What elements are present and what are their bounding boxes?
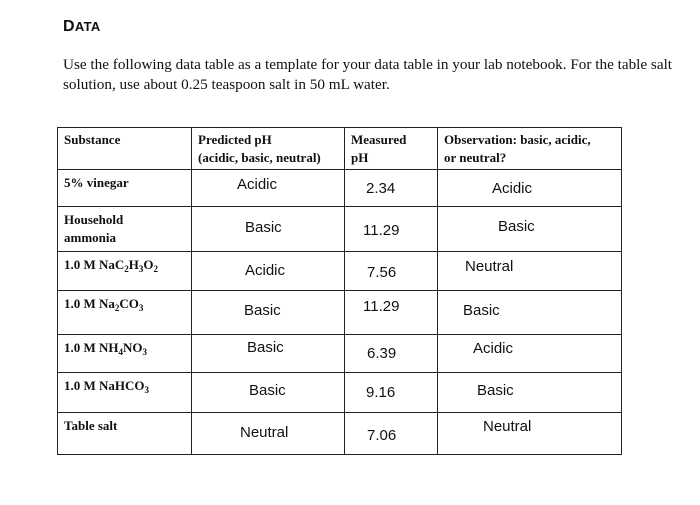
substance-cell: Household ammonia [58,207,192,252]
table-row [58,252,622,291]
table-row [58,291,622,335]
measured-cell: 7.06 [345,413,438,455]
table-row [58,170,622,207]
header-measured-ph: Measured pH [345,128,438,170]
instructions-paragraph: Use the following data table as a template for your data table in your lab notebook. For the table salt solution, use about 0.25 teaspoon salt in 50 mL water. [63,56,673,93]
substance-cell: 5% vinegar [58,170,192,207]
header-observation: Observation: basic, acidic, or neutral? [438,128,622,170]
substance-cell: 1.0 M $NH_4NO_3$ [58,335,192,373]
measured-cell: 6.39 [345,335,438,373]
substance-cell: 1.0 M $NaC_2H_3O_2$ [58,252,192,291]
predicted-cell: Acidic [192,170,345,207]
predicted-cell: Neutral [192,413,345,455]
section-heading: DATA [63,18,101,35]
observation-cell: Neutral [438,413,622,455]
table-row [58,373,622,413]
substance-cell: 1.0 M NaHCO$_3$ [58,373,192,413]
header-substance: Substance [58,128,192,170]
data-table [57,127,622,455]
measured-cell: 9.16 [345,373,438,413]
observation-cell: Basic [438,207,622,252]
predicted-cell: Basic [192,373,345,413]
predicted-cell: Acidic [192,252,345,291]
predicted-cell: Basic [192,335,345,373]
substance-cell: 1.0 M $Na_2CO_3$ [58,291,192,335]
table-row [58,335,622,373]
measured-cell: 11.29 [345,291,438,335]
predicted-cell: Basic [192,207,345,252]
measured-cell: 11.29 [345,207,438,252]
predicted-cell: Basic [192,291,345,335]
observation-cell: Basic [438,291,622,335]
table-row [58,413,622,455]
header-row [58,128,622,170]
observation-cell: Neutral [438,252,622,291]
header-predicted-ph: Predicted pH (acidic, basic, neutral) [192,128,345,170]
measured-cell: 7.56 [345,252,438,291]
observation-cell: Acidic [438,335,622,373]
substance-cell: Table salt [58,413,192,455]
observation-cell: Acidic [438,170,622,207]
table-row [58,207,622,252]
observation-cell: Basic [438,373,622,413]
measured-cell: 2.34 [345,170,438,207]
